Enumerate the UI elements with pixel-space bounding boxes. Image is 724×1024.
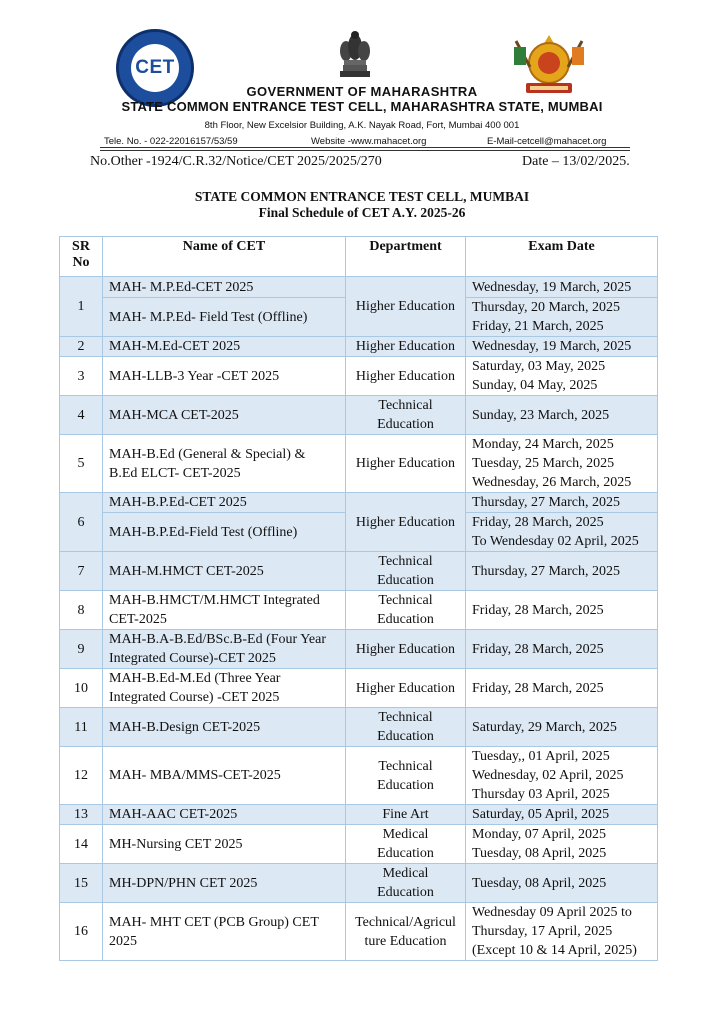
document-title: STATE COMMON ENTRANCE TEST CELL, MUMBAI	[194, 189, 530, 204]
table-row	[60, 591, 658, 630]
table-row	[60, 337, 658, 357]
cet-name-cell: MH-Nursing CET 2025	[103, 825, 346, 864]
document-subtitle: Final Schedule of CET A.Y. 2025-26	[258, 205, 466, 220]
department-cell: Higher Education	[346, 357, 466, 396]
exam-date-cell: Friday, 28 March, 2025	[466, 669, 658, 708]
sr-cell: 4	[60, 396, 103, 435]
exam-date-cell: Thursday, 20 March, 2025 Friday, 21 March, 2025	[466, 298, 658, 337]
table-row	[60, 825, 658, 864]
sr-cell: 14	[60, 825, 103, 864]
table-row	[60, 552, 658, 591]
department-cell: Technical Education	[346, 591, 466, 630]
table-row	[60, 805, 658, 825]
exam-date-cell: Friday, 28 March, 2025 To Wendesday 02 April, 2025	[466, 513, 658, 552]
cet-name-cell: MH-DPN/PHN CET 2025	[103, 864, 346, 903]
email-line: E-Mail-cetcell@mahacet.org	[487, 136, 607, 147]
department-cell: Higher Education	[346, 630, 466, 669]
sr-cell: 15	[60, 864, 103, 903]
exam-date-cell: Saturday, 29 March, 2025	[466, 708, 658, 747]
cet-name-cell: MAH-MCA CET-2025	[103, 396, 346, 435]
cet-name-cell: MAH-B.A-B.Ed/BSc.B-Ed (Four Year Integrated Course)-CET 2025	[103, 630, 346, 669]
sr-cell: 9	[60, 630, 103, 669]
department-cell: Medical Education	[346, 825, 466, 864]
exam-date-cell: Thursday, 27 March, 2025	[466, 493, 658, 513]
cet-name-cell: MAH- M.P.Ed- Field Test (Offline)	[103, 298, 346, 337]
header-exam-date: Exam Date	[466, 237, 658, 277]
department-cell: Technical Education	[346, 552, 466, 591]
header-department: Department	[346, 237, 466, 277]
table-row	[60, 708, 658, 747]
table-row	[60, 747, 658, 805]
cet-schedule-table	[59, 236, 658, 961]
exam-date-cell: Saturday, 03 May, 2025 Sunday, 04 May, 2025	[466, 357, 658, 396]
sr-cell: 12	[60, 747, 103, 805]
government-heading: GOVERNMENT OF MAHARASHTRA	[246, 84, 478, 99]
sr-cell: 8	[60, 591, 103, 630]
table-row	[60, 864, 658, 903]
cet-logo-text: CET	[135, 57, 175, 78]
department-cell: Medical Education	[346, 864, 466, 903]
website-line: Website -www.mahacet.org	[311, 136, 427, 147]
header-name: Name of CET	[103, 237, 346, 277]
exam-date-cell: Friday, 28 March, 2025	[466, 591, 658, 630]
national-emblem-icon	[334, 27, 376, 81]
table-row	[60, 493, 658, 513]
sr-cell: 6	[60, 493, 103, 552]
department-cell: Technical Education	[346, 396, 466, 435]
sr-cell: 11	[60, 708, 103, 747]
department-cell: Technical Education	[346, 747, 466, 805]
department-cell: Higher Education	[346, 669, 466, 708]
cet-name-cell: MAH- MBA/MMS-CET-2025	[103, 747, 346, 805]
exam-date-cell: Wednesday, 19 March, 2025	[466, 277, 658, 298]
table-row	[60, 630, 658, 669]
table-row	[60, 903, 658, 961]
cet-name-cell: MAH- MHT CET (PCB Group) CET 2025	[103, 903, 346, 961]
cet-name-cell: MAH-B.Design CET-2025	[103, 708, 346, 747]
table-row	[60, 435, 658, 493]
table-row	[60, 357, 658, 396]
cet-name-cell: MAH-M.Ed-CET 2025	[103, 337, 346, 357]
sr-cell: 2	[60, 337, 103, 357]
department-cell: Higher Education	[346, 277, 466, 337]
exam-date-cell: Tuesday, 08 April, 2025	[466, 864, 658, 903]
sr-cell: 13	[60, 805, 103, 825]
reference-number: No.Other -1924/C.R.32/Notice/CET 2025/2025/270	[90, 154, 382, 169]
exam-date-cell: Tuesday,, 01 April, 2025 Wednesday, 02 April, 2025 Thursday 03 April, 2025	[466, 747, 658, 805]
sr-cell: 3	[60, 357, 103, 396]
table-row	[60, 396, 658, 435]
department-cell: Higher Education	[346, 337, 466, 357]
cet-name-cell: MAH-AAC CET-2025	[103, 805, 346, 825]
cet-name-cell: MAH- M.P.Ed-CET 2025	[103, 277, 346, 298]
sr-cell: 1	[60, 277, 103, 337]
address-line: 8th Floor, New Excelsior Building, A.K. Nayak Road, Fort, Mumbai 400 001	[204, 120, 520, 131]
sr-cell: 10	[60, 669, 103, 708]
exam-date-cell: Monday, 07 April, 2025 Tuesday, 08 April, 2025	[466, 825, 658, 864]
header-divider-thin	[100, 150, 630, 151]
table-row	[60, 669, 658, 708]
department-cell: Fine Art	[346, 805, 466, 825]
table-row	[60, 277, 658, 298]
telephone-line: Tele. No. - 022-22016157/53/59	[104, 136, 238, 147]
notice-date: Date – 13/02/2025.	[522, 154, 630, 169]
table-header-row	[60, 237, 658, 277]
header-divider	[100, 147, 630, 148]
header-sr: SR No	[60, 237, 103, 277]
department-cell: Technical/Agricul ture Education	[346, 903, 466, 961]
cet-name-cell: MAH-LLB-3 Year -CET 2025	[103, 357, 346, 396]
department-cell: Higher Education	[346, 435, 466, 493]
department-cell: Technical Education	[346, 708, 466, 747]
department-cell: Higher Education	[346, 493, 466, 552]
cell-heading: STATE COMMON ENTRANCE TEST CELL, MAHARASHTRA STATE, MUMBAI	[121, 99, 603, 114]
cet-name-cell: MAH-B.P.Ed-CET 2025	[103, 493, 346, 513]
exam-date-cell: Friday, 28 March, 2025	[466, 630, 658, 669]
sr-cell: 7	[60, 552, 103, 591]
cet-name-cell: MAH-B.HMCT/M.HMCT Integrated CET-2025	[103, 591, 346, 630]
exam-date-cell: Monday, 24 March, 2025 Tuesday, 25 March, 2025 Wednesday, 26 March, 2025	[466, 435, 658, 493]
cet-name-cell: MAH-B.Ed-M.Ed (Three Year Integrated Course) -CET 2025	[103, 669, 346, 708]
exam-date-cell: Saturday, 05 April, 2025	[466, 805, 658, 825]
exam-date-cell: Wednesday, 19 March, 2025	[466, 337, 658, 357]
cet-name-cell: MAH-B.Ed (General & Special) & B.Ed ELCT- CET-2025	[103, 435, 346, 493]
exam-date-cell: Thursday, 27 March, 2025	[466, 552, 658, 591]
sr-cell: 16	[60, 903, 103, 961]
exam-date-cell: Wednesday 09 April 2025 to Thursday, 17 April, 2025 (Except 10 & 14 April, 2025)	[466, 903, 658, 961]
exam-date-cell: Sunday, 23 March, 2025	[466, 396, 658, 435]
cet-name-cell: MAH-M.HMCT CET-2025	[103, 552, 346, 591]
sr-cell: 5	[60, 435, 103, 493]
cet-name-cell: MAH-B.P.Ed-Field Test (Offline)	[103, 513, 346, 552]
